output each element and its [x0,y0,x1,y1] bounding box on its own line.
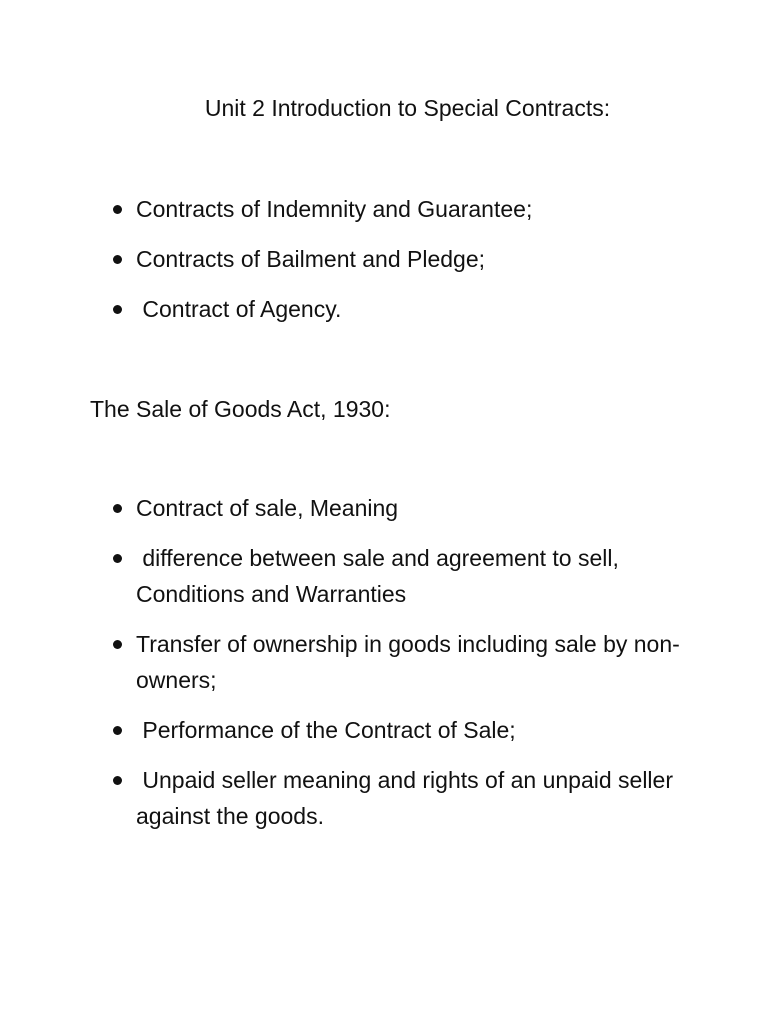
bullet-icon [113,305,122,314]
list-item-text: difference between sale and agreement to sell, Conditions and Warranties [136,545,626,607]
list-item [0,712,768,748]
bullet-icon [113,255,122,264]
bullet-icon [113,726,122,735]
list-item-text: Contracts of Bailment and Pledge; [136,246,486,272]
page-title: Unit 2 Introduction to Special Contracts: [204,95,611,121]
section-heading: The Sale of Goods Act, 1930: [90,396,391,422]
list-item [0,626,768,698]
list-item [0,762,768,834]
bullet-icon [113,776,122,785]
bullet-icon [113,205,122,214]
list-item-text: Performance of the Contract of Sale; [136,717,516,743]
list-item-text: Contract of sale, Meaning [136,495,399,521]
bullet-icon [113,640,122,649]
list-item [0,191,768,227]
list-item [0,490,768,526]
list-item-text: Transfer of ownership in goods including sale by non-owners; [136,631,680,693]
list-item [0,540,768,612]
list-item-text: Contract of Agency. [136,296,342,322]
special-contracts-list [0,191,768,341]
list-item [0,241,768,277]
bullet-icon [113,554,122,563]
list-item-text: Contracts of Indemnity and Guarantee; [136,196,533,222]
bullet-icon [113,504,122,513]
sale-of-goods-list [0,490,768,848]
list-item-text: Unpaid seller meaning and rights of an unpaid seller against the goods. [136,767,680,829]
list-item [0,291,768,327]
